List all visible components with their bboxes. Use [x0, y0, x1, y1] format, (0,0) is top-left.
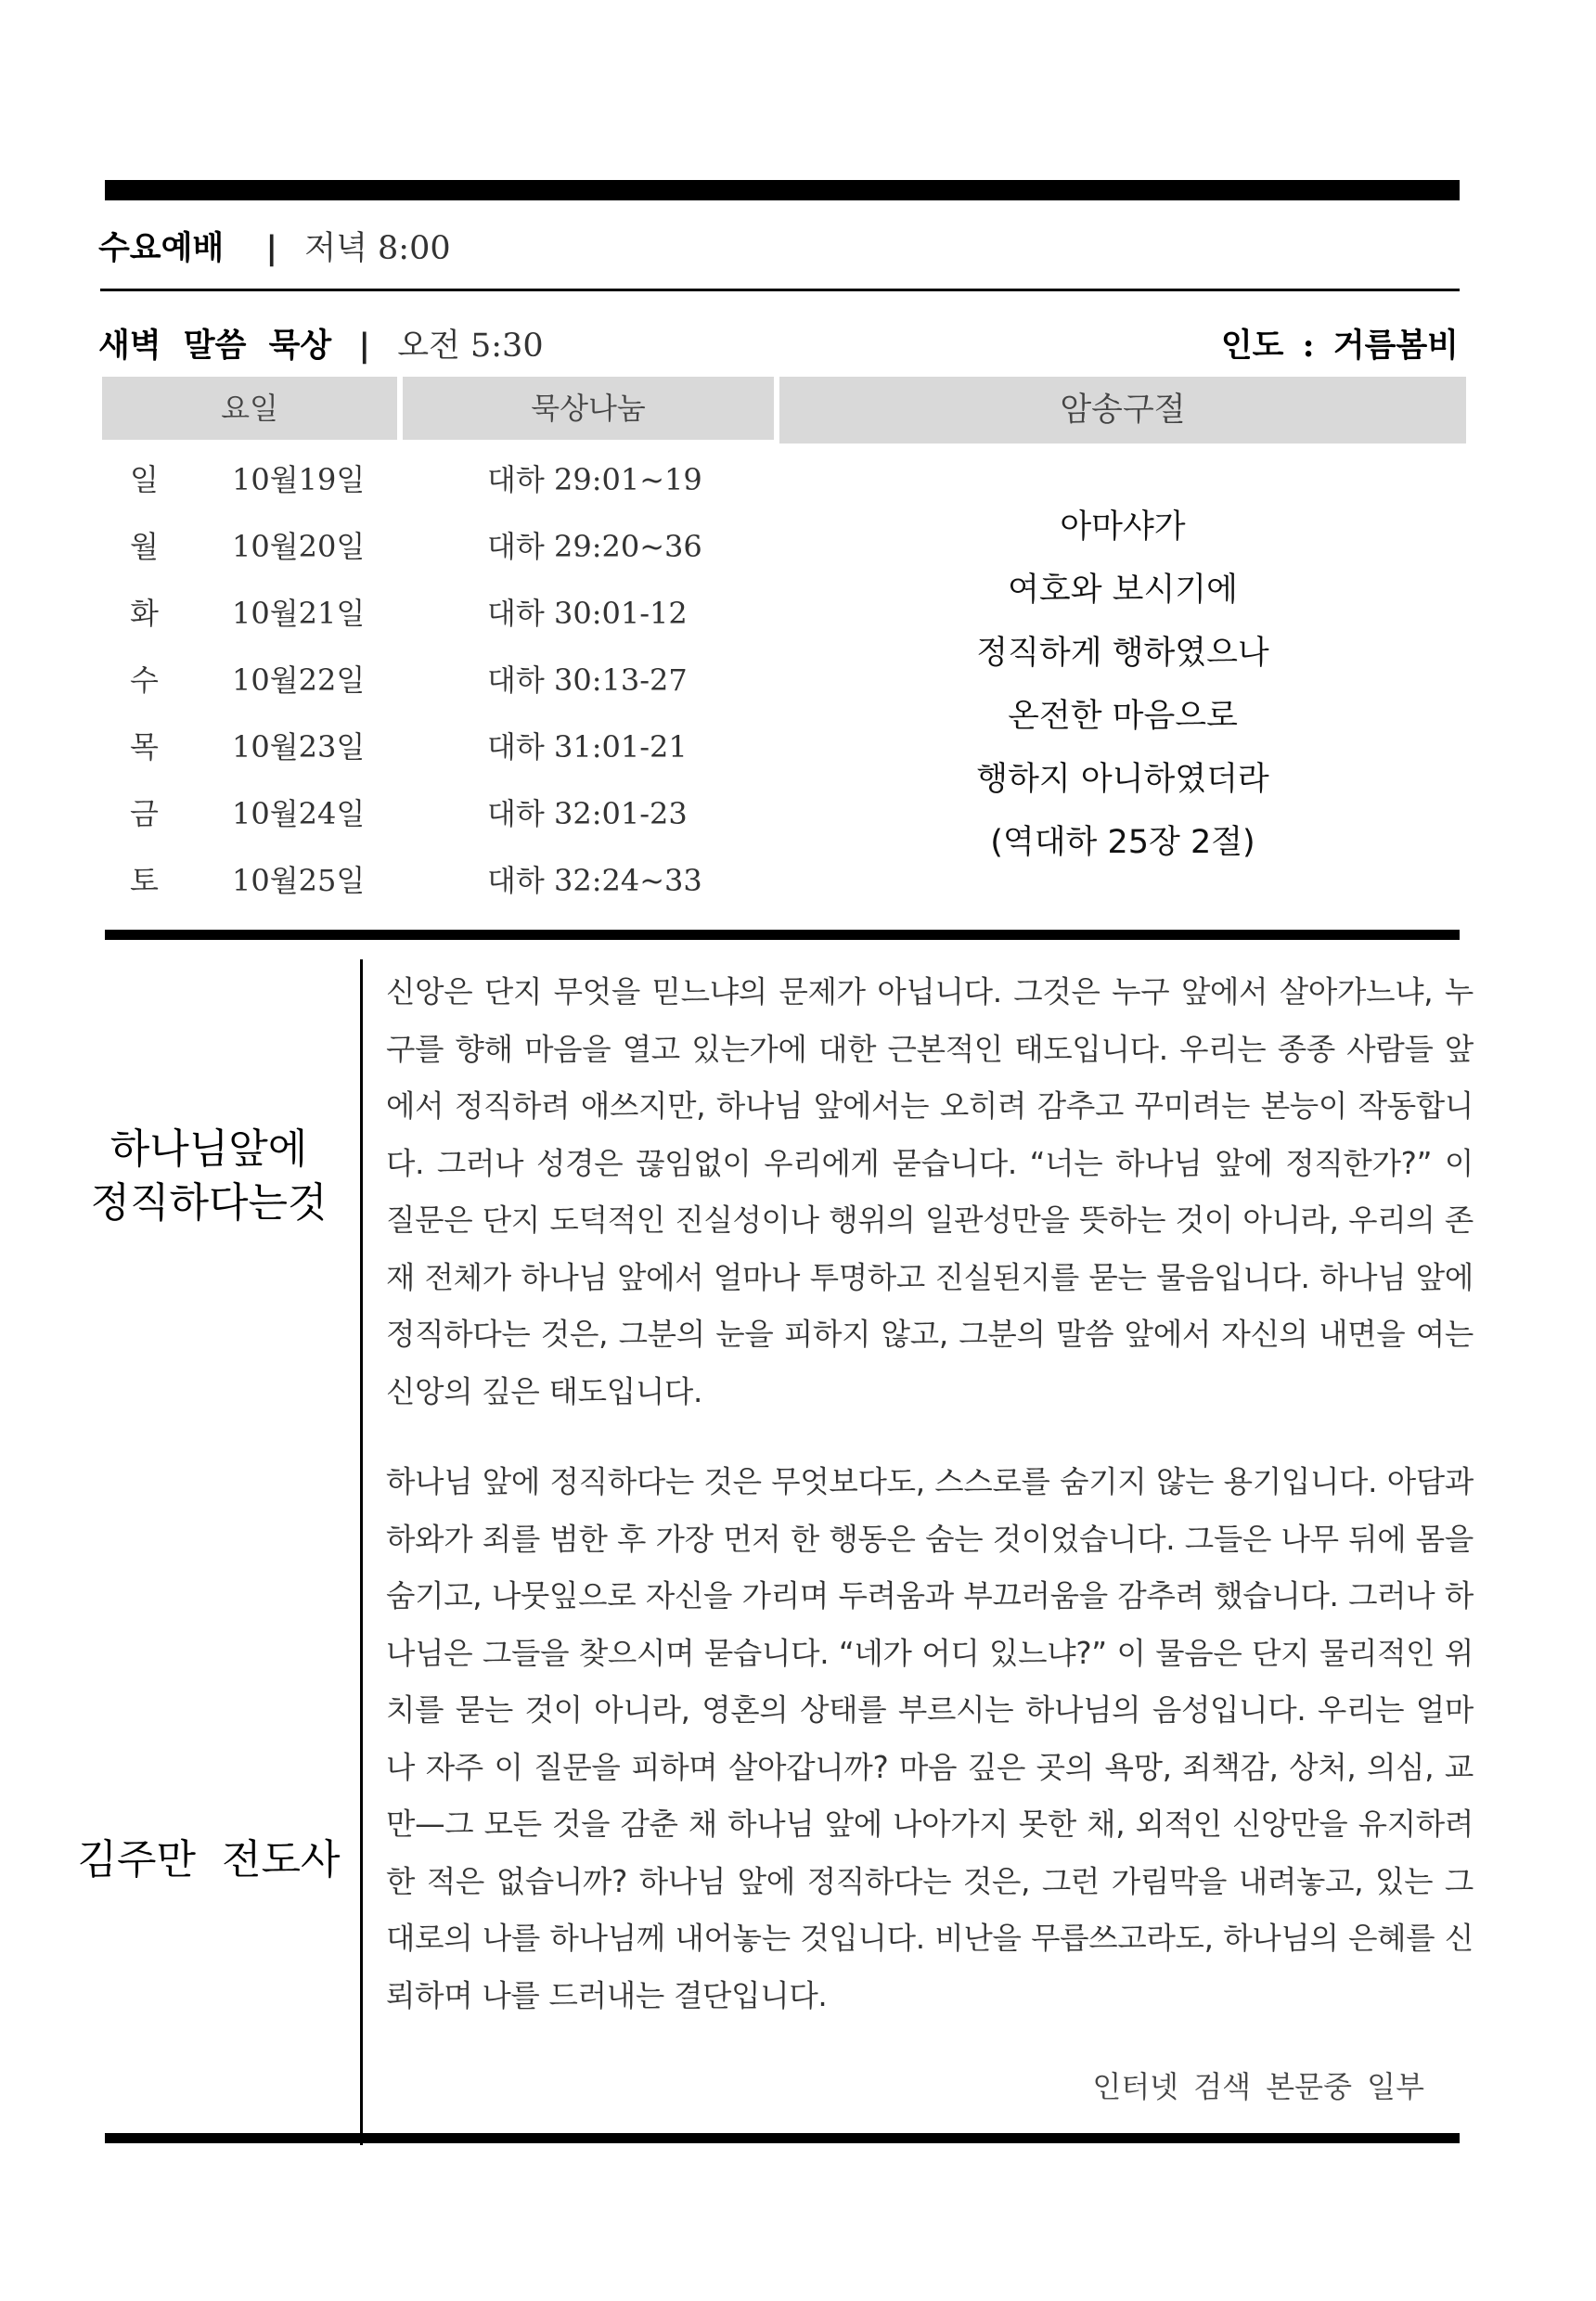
sermon-paragraph: 신앙은 단지 무엇을 믿느냐의 문제가 아닙니다. 그것은 누구 앞에서 살아가느냐, 누구를 향해 마음을 열고 있는가에 대한 근본적인 태도입니다. 우리는 종종 사람들 앞에서 정직하려 애쓰지만, 하나님 앞에서는 오히려 감추고 꾸미려는 본능이 작동합니다. 그러나 성경은 끊임없이 우리에게 묻습니다. “너는 하나님 앞에 정직한가?” 이 질문은 단지 도덕적인 진실성이나 행위의 일관성만을 뜻하는 것이 아니라, 우리의 존재 전체가 하나님 앞에서 얼마나 투명하고 진실된지를 묻는 물음입니다. 하나님 앞에 정직하다는 것은, 그분의 눈을 피하지 않고, 그분의 말씀 앞에서 자신의 내면을 여는 신앙의 깊은 태도입니다. [386, 974, 1474, 1409]
row-date: 10월25일 [232, 863, 366, 898]
sermon-author: 김주만 전도사 [77, 1836, 341, 1883]
row-day: 목 [130, 729, 159, 765]
row-date: 10월19일 [232, 462, 366, 497]
row-date: 10월20일 [232, 529, 366, 564]
row-date: 10월22일 [232, 662, 366, 698]
row-day: 토 [130, 863, 159, 898]
bottom-rule [105, 2133, 1460, 2143]
sermon-title: 하나님앞에 정직하다는것 [90, 1125, 328, 1227]
header-reading: 묵상나눔 [403, 377, 774, 440]
row-date: 10월21일 [232, 596, 366, 631]
divider-line [100, 289, 1460, 291]
source-note: 인터넷 검색 본문중 일부 [1092, 2069, 1424, 2104]
top-rule [105, 180, 1460, 200]
row-reading: 대하 31:01-21 [487, 729, 688, 765]
row-reading: 대하 30:13-27 [487, 662, 688, 698]
row-reading: 대하 29:20~36 [487, 529, 702, 564]
row-reading: 대하 30:01-12 [487, 596, 688, 631]
verse-line: 아마샤가 [1060, 508, 1186, 546]
row-reading: 대하 32:01-23 [487, 796, 688, 831]
verse-line: 여호와 보시기에 [1008, 572, 1238, 609]
dawn-leader: 인도 : 거름봄비 [1220, 327, 1459, 365]
dawn-label: 새벽 말씀 묵상 [98, 327, 332, 365]
row-day: 일 [130, 462, 159, 497]
row-day: 화 [130, 596, 159, 631]
header-day: 요일 [102, 377, 397, 440]
row-reading: 대하 32:24~33 [487, 863, 702, 898]
wednesday-service: 수요예배 | 저녁 8:00 [98, 229, 451, 267]
row-day: 월 [130, 529, 159, 564]
row-date: 10월23일 [232, 729, 366, 765]
wednesday-label: 수요예배 [98, 229, 225, 267]
verse-line: 온전한 마음으로 [1008, 698, 1238, 735]
middle-rule [105, 930, 1460, 940]
wednesday-time: 저녁 8:00 [304, 230, 451, 267]
verse-line: 정직하게 행하였으나 [976, 635, 1269, 672]
dawn-time: 오전 5:30 [397, 328, 544, 365]
row-reading: 대하 29:01~19 [487, 462, 702, 497]
header-memory: 암송구절 [779, 377, 1466, 443]
row-day: 금 [130, 796, 159, 831]
row-day: 수 [130, 662, 159, 698]
sermon-paragraph: 하나님 앞에 정직하다는 것은 무엇보다도, 스스로를 숨기지 않는 용기입니다. 아담과 하와가 죄를 범한 후 가장 먼저 한 행동은 숨는 것이었습니다. 그들은 나무 뒤에 몸을 숨기고, 나뭇잎으로 자신을 가리며 두려움과 부끄러움을 감추려 했습니다. 그러나 하나님은 그들을 찾으시며 묻습니다. “네가 어디 있느냐?” 이 물음은 단지 물리적인 위치를 묻는 것이 아니라, 영혼의 상태를 부르시는 하나님의 음성입니다. 우리는 얼마나 자주 이 질문을 피하며 살아갑니까? 마음 깊은 곳의 욕망, 죄책감, 상처, 의심, 교만—그 모든 것을 감춘 채 하나님 앞에 나아가지 못한 채, 외적인 신앙만을 유지하려 한 적은 없습니까? 하나님 앞에 정직하다는 것은, 그런 가림막을 내려놓고, 있는 그대로의 나를 하나님께 내어놓는 것입니다. 비난을 무릅쓰고라도, 하나님의 은혜를 신뢰하며 나를 드러내는 결단입니다. [386, 1464, 1474, 2013]
verse-line: 행하지 아니하였더라 [976, 761, 1269, 798]
row-date: 10월24일 [232, 796, 366, 831]
dawn-service: 새벽 말씀 묵상 | 오전 5:30 [98, 327, 544, 365]
verse-reference: (역대하 25장 2절) [990, 824, 1255, 861]
